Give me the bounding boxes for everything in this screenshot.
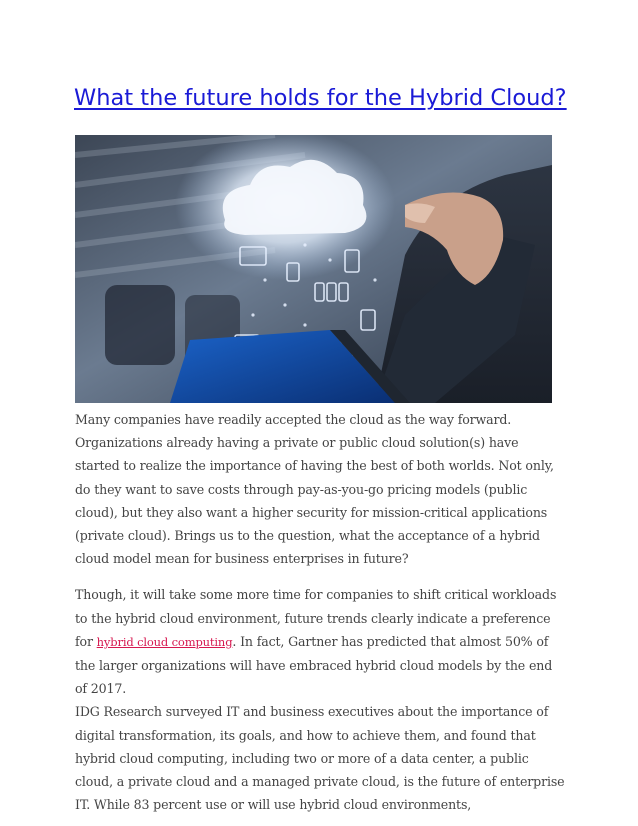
cloud-illustration-icon <box>75 135 552 403</box>
article-body <box>75 408 565 816</box>
paragraph-2-text-before: Though, it will take some more time for companies to shift critical workloads to the hybrid cloud environment, future trends clearly indicate a preference for <box>75 587 557 649</box>
hybrid-cloud-computing-link[interactable]: hybrid cloud computing <box>96 634 233 649</box>
paragraph-2 <box>75 583 565 700</box>
paragraph-2-text-after: . In fact, Gartner has predicted that almost 50% of the larger organizations will have embraced hybrid cloud models by the end of 2017. <box>75 633 553 697</box>
hybrid-cloud-image <box>75 135 552 403</box>
paragraph-3: IDG Research surveyed IT and business executives about the importance of digital transformation, its goals, and how to achieve them, and found that hybrid cloud computing, including two or more of a data center, a public cloud, a private cloud and a managed private cloud, is the future of enterprise IT. While 83 percent use or will use hybrid cloud environments, <box>75 704 565 813</box>
paragraph-1: Many companies have readily accepted the cloud as the way forward. Organizations already having a private or public cloud solution(s) have started to realize the importance of having the best of both worlds. Not only, do they want to save costs through pay-as-you-go pricing models (public cloud), but they also want a higher security for mission-critical applications (private cloud). Brings us to the question, what the acceptance of a hybrid cloud model mean for business enterprises in future? <box>75 412 554 567</box>
paragraph-gap <box>75 570 565 583</box>
article-title[interactable]: What the future holds for the Hybrid Cloud? <box>74 85 567 111</box>
